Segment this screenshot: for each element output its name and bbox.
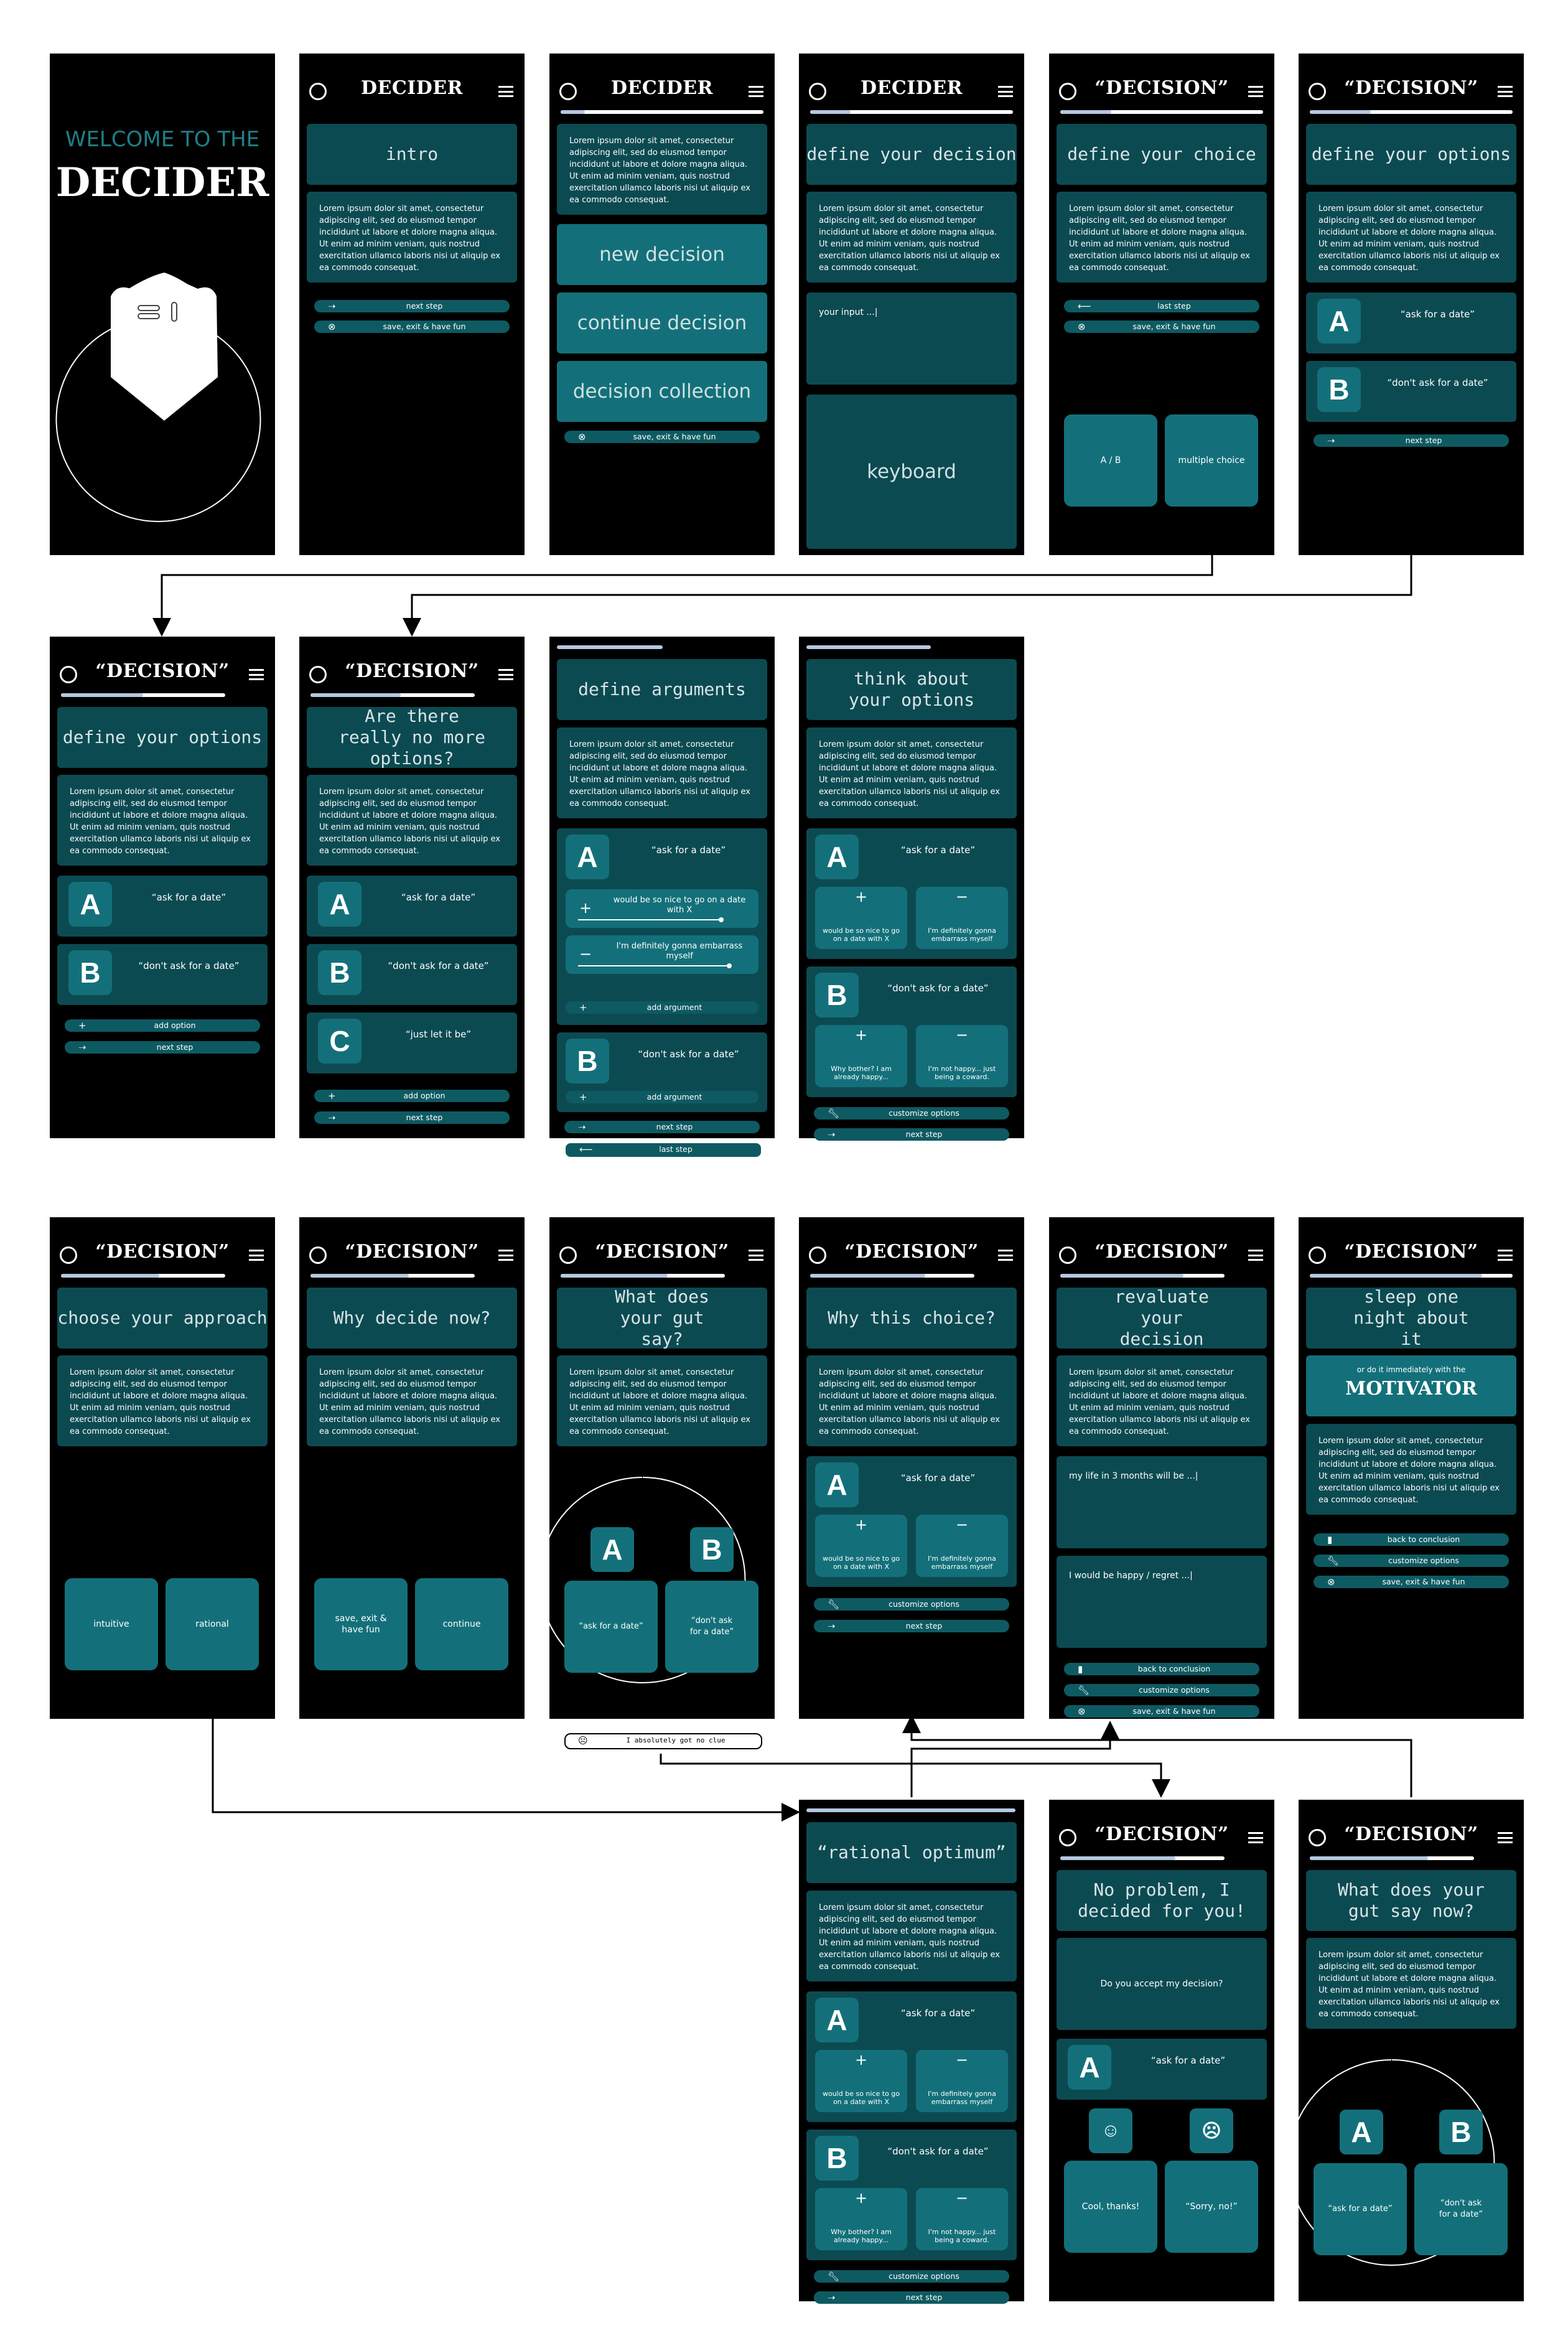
- heading-why-now: Why decide now?: [307, 1288, 517, 1349]
- add-option-button[interactable]: + add option: [65, 1019, 260, 1032]
- screen-define-arguments: [549, 637, 775, 1138]
- decision-title: “DECISION”: [1344, 1823, 1478, 1845]
- profile-circle-icon[interactable]: [1059, 1246, 1076, 1264]
- description: Lorem ipsum dolor sit amet, consectetur adipiscing elit, sed do eiusmod tempor incididunt ut labore et dolore magna aliqua. Ut enim ad minim veniam, quis nostrud exercitation ullamco laboris nisi ut aliquip ex ea commodo consequat.: [1306, 192, 1516, 283]
- screen-gut: [549, 1217, 775, 1719]
- con-argument[interactable]: − I'm definitely gonna embarrass myself: [916, 2050, 1008, 2112]
- pro-argument[interactable]: + Why bother? I am already happy...: [815, 1025, 907, 1087]
- heading-define-options: define your options: [1306, 124, 1516, 185]
- option-a-arguments: A “ask for a date” + would be so nice to go on a date with X − I'm definitely gonna embarrass myself + add argument: [557, 828, 767, 1025]
- header: [1049, 54, 1274, 116]
- plus-icon: +: [579, 899, 592, 917]
- smile-icon: ☺: [1089, 2108, 1132, 2153]
- option-a-arguments: A “ask for a date” + would be so nice to go on a date with X − I'm definitely gonna embarrass myself: [806, 1991, 1017, 2122]
- progress-bar: [1310, 1274, 1513, 1278]
- progress-bar: [61, 693, 225, 697]
- progress-bar: [561, 110, 763, 114]
- multiple-choice-button[interactable]: multiple choice: [1165, 414, 1258, 507]
- description: Lorem ipsum dolor sit amet, consectetur adipiscing elit, sed do eiusmod tempor incididunt ut labore et dolore magna aliqua. Ut enim ad minim veniam, quis nostrud exercitation ullamco laboris nisi ut aliquip ex ea commodo consequat.: [806, 192, 1017, 283]
- minus-icon: −: [955, 888, 969, 905]
- heading-define-arguments: define arguments: [557, 659, 767, 720]
- minus-icon: −: [955, 2051, 969, 2069]
- option-b-arguments: B “don't ask for a date” + Why bother? I am already happy... − I'm not happy... just being a coward.: [806, 2130, 1017, 2260]
- arrow-right-icon: ➝: [78, 1042, 86, 1053]
- motivator-button[interactable]: or do it immediately with the MOTIVATOR: [1306, 1355, 1516, 1416]
- heading-no-problem: No problem, I decided for you!: [1057, 1870, 1267, 1931]
- close-circle-icon: ⊗: [1078, 1706, 1086, 1717]
- menu-icon[interactable]: [998, 1250, 1013, 1261]
- screen-revaluate: [1049, 1217, 1274, 1719]
- no-clue-button[interactable]: ☹ I absolutely got no clue: [564, 1733, 762, 1749]
- description: Lorem ipsum dolor sit amet, consectetur adipiscing elit, sed do eiusmod tempor incididunt ut labore et dolore magna aliqua. Ut enim ad minim veniam, quis nostrud exercitation ullamco laboris nisi ut aliquip ex ea commodo consequat.: [557, 1355, 767, 1446]
- add-argument-button[interactable]: + add argument: [566, 1091, 758, 1103]
- next-step-button[interactable]: ➝ next step: [314, 300, 510, 312]
- description: Lorem ipsum dolor sit amet, consectetur adipiscing elit, sed do eiusmod tempor incididunt ut labore et dolore magna aliqua. Ut enim ad minim veniam, quis nostrud exercitation ullamco laboris nisi ut aliquip ex ea commodo consequat.: [806, 1891, 1017, 1981]
- plus-icon: +: [854, 2051, 868, 2069]
- progress-bar: [1310, 110, 1513, 114]
- arrow-right-icon: ➝: [828, 1129, 836, 1140]
- menu-icon[interactable]: [1248, 86, 1263, 97]
- life-in-3-months-input[interactable]: my life in 3 months will be ...|: [1057, 1456, 1267, 1548]
- screen-sleep: [1299, 1217, 1524, 1719]
- option-a[interactable]: A “ask for a date”: [57, 876, 268, 937]
- profile-circle-icon[interactable]: [60, 666, 77, 683]
- add-option-button[interactable]: + add option: [314, 1090, 510, 1102]
- profile-circle-icon[interactable]: [809, 83, 826, 100]
- description: Lorem ipsum dolor sit amet, consectetur adipiscing elit, sed do eiusmod tempor incididunt ut labore et dolore magna aliqua. Ut enim ad minim veniam, quis nostrud exercitation ullamco laboris nisi ut aliquip ex ea commodo consequat.: [307, 192, 517, 283]
- description: Lorem ipsum dolor sit amet, consectetur adipiscing elit, sed do eiusmod tempor incididunt ut labore et dolore magna aliqua. Ut enim ad minim veniam, quis nostrud exercitation ullamco laboris nisi ut aliquip ex ea commodo consequat.: [307, 775, 517, 866]
- progress-bar: [806, 645, 931, 649]
- close-circle-icon: ⊗: [1327, 1576, 1335, 1588]
- save-exit-button[interactable]: save, exit & have fun: [314, 1578, 408, 1670]
- next-step-button[interactable]: ➝ next step: [814, 1128, 1009, 1141]
- description: Lorem ipsum dolor sit amet, consectetur adipiscing elit, sed do eiusmod tempor incididunt ut labore et dolore magna aliqua. Ut enim ad minim veniam, quis nostrud exercitation ullamco laboris nisi ut aliquip ex ea commodo consequat.: [1306, 1424, 1516, 1515]
- menu-icon[interactable]: [749, 86, 763, 97]
- heading-define-decision: define your decision: [806, 124, 1017, 185]
- menu-icon[interactable]: [1498, 86, 1513, 97]
- decision-collection-button[interactable]: decision collection: [557, 361, 767, 422]
- progress-bar: [1060, 110, 1263, 114]
- minus-icon: −: [955, 2189, 969, 2207]
- description: Lorem ipsum dolor sit amet, consectetur adipiscing elit, sed do eiusmod tempor incididunt ut labore et dolore magna aliqua. Ut enim ad minim veniam, quis nostrud exercitation ullamco laboris nisi ut aliquip ex ea commodo consequat.: [57, 775, 268, 866]
- last-step-button[interactable]: ⟵ last step: [564, 1142, 762, 1158]
- next-step-button[interactable]: ➝ next step: [814, 2291, 1009, 2304]
- con-argument[interactable]: − I'm not happy... just being a coward.: [916, 1025, 1008, 1087]
- progress-bar: [806, 1808, 1015, 1812]
- arrow-optimum-to-revaluate: [912, 1723, 1110, 1797]
- menu-icon[interactable]: [249, 669, 264, 680]
- customize-options-button[interactable]: 🔧︎ customize options: [814, 2270, 1009, 2283]
- wrench-icon: 🔧︎: [828, 1599, 840, 1610]
- option-b-card[interactable]: “don't ask for a date”: [1414, 2163, 1508, 2255]
- con-slider-handle[interactable]: [727, 963, 732, 968]
- option-b-button[interactable]: B: [690, 1527, 734, 1572]
- con-argument-slider[interactable]: − I'm definitely gonna embarrass myself: [566, 935, 758, 974]
- screen-choose-approach: [50, 1217, 275, 1719]
- decision-title: “DECISION”: [1094, 1241, 1229, 1263]
- customize-options-button[interactable]: 🔧︎ customize options: [814, 1107, 1009, 1120]
- option-a-button[interactable]: A: [590, 1527, 634, 1572]
- option-b[interactable]: B “don't ask for a date”: [307, 944, 517, 1005]
- welcome-subtitle: WELCOME TO THE: [65, 127, 260, 152]
- profile-circle-icon[interactable]: [809, 1246, 826, 1264]
- next-step-button[interactable]: ➝ next step: [65, 1041, 260, 1054]
- header: [549, 54, 775, 116]
- option-a-arguments: A “ask for a date” + would be so nice to go on a date with X − I'm definitely gonna embarrass myself: [806, 828, 1017, 959]
- wrench-icon: 🔧︎: [1327, 1555, 1340, 1566]
- screen-rational-optimum: [799, 1800, 1024, 2301]
- heading-gut: What does your gut say?: [557, 1288, 767, 1349]
- arrow-left-icon: ⟵: [1078, 301, 1091, 312]
- progress-bar: [310, 1274, 475, 1278]
- customize-options-button[interactable]: 🔧︎ customize options: [1064, 1684, 1259, 1696]
- heading-rational: “rational optimum”: [806, 1822, 1017, 1883]
- customize-options-button[interactable]: 🔧︎ customize options: [814, 1598, 1009, 1611]
- decision-title: “DECISION”: [1094, 1823, 1229, 1845]
- description: Lorem ipsum dolor sit amet, consectetur adipiscing elit, sed do eiusmod tempor incididunt ut labore et dolore magna aliqua. Ut enim ad minim veniam, quis nostrud exercitation ullamco laboris nisi ut aliquip ex ea commodo consequat.: [806, 1355, 1017, 1446]
- save-exit-button[interactable]: ⊗ save, exit & have fun: [1064, 1705, 1259, 1718]
- header: [1049, 1800, 1274, 1862]
- back-to-conclusion-button[interactable]: ▮ back to conclusion: [1064, 1663, 1259, 1675]
- progress-bar: [557, 645, 663, 649]
- plus-icon: +: [854, 1516, 868, 1533]
- decision-title: “DECISION”: [95, 660, 230, 682]
- progress-bar: [810, 110, 1013, 114]
- profile-circle-icon[interactable]: [1059, 83, 1076, 100]
- option-a[interactable]: A “ask for a date”: [307, 876, 517, 937]
- screen-decided-for-you: [1049, 1800, 1274, 2301]
- frown-icon: ☹: [1190, 2108, 1233, 2153]
- progress-bar: [810, 1274, 974, 1278]
- header: [50, 1217, 275, 1279]
- bar-chart-icon: ▮: [1078, 1663, 1083, 1675]
- option-a[interactable]: A “ask for a date”: [1306, 292, 1516, 353]
- minus-icon: −: [955, 1026, 969, 1044]
- arrow-left-icon: ⟵: [579, 1144, 593, 1155]
- description: Lorem ipsum dolor sit amet, consectetur adipiscing elit, sed do eiusmod tempor incididunt ut labore et dolore magna aliqua. Ut enim ad minim veniam, quis nostrud exercitation ullamco laboris nisi ut aliquip ex ea commodo consequat.: [557, 727, 767, 818]
- wrench-icon: 🔧︎: [828, 2271, 840, 2282]
- profile-circle-icon[interactable]: [1309, 1246, 1326, 1264]
- accept-button[interactable]: Cool, thanks!: [1064, 2161, 1157, 2253]
- pro-argument[interactable]: + would be so nice to go on a date with X: [815, 2050, 907, 2112]
- header: [1049, 1217, 1274, 1279]
- heading-choose-approach: choose your approach: [57, 1288, 268, 1349]
- screen-define-options-2: [50, 637, 275, 1138]
- save-exit-button[interactable]: ⊗ save, exit & have fun: [564, 431, 760, 443]
- plus-icon: +: [854, 2189, 868, 2207]
- option-b[interactable]: B “don't ask for a date”: [57, 944, 268, 1005]
- pro-argument[interactable]: + Why bother? I am already happy...: [815, 2188, 907, 2250]
- accept-question: Do you accept my decision?: [1057, 1938, 1267, 2030]
- save-exit-button[interactable]: ⊗ save, exit & have fun: [1314, 1576, 1509, 1588]
- screen-define-options: [1299, 54, 1524, 555]
- decision-title: “DECISION”: [595, 1241, 729, 1263]
- description: Lorem ipsum dolor sit amet, consectetur adipiscing elit, sed do eiusmod tempor incididunt ut labore et dolore magna aliqua. Ut enim ad minim veniam, quis nostrud exercitation ullamco laboris nisi ut aliquip ex ea commodo consequat.: [1057, 1355, 1267, 1446]
- screen-think-options: [799, 637, 1024, 1138]
- last-step-button[interactable]: ⟵ last step: [1064, 300, 1259, 312]
- option-a-button[interactable]: A: [1340, 2110, 1383, 2154]
- screen-no-more-options: [299, 637, 525, 1138]
- profile-circle-icon[interactable]: [1059, 1829, 1076, 1846]
- pro-argument[interactable]: + would be so nice to go on a date with X: [815, 887, 907, 949]
- app-title: DECIDER: [360, 77, 464, 99]
- intuitive-button[interactable]: intuitive: [65, 1578, 158, 1670]
- app-title: DECIDER: [610, 77, 714, 99]
- description: Lorem ipsum dolor sit amet, consectetur adipiscing elit, sed do eiusmod tempor incididunt ut labore et dolore magna aliqua. Ut enim ad minim veniam, quis nostrud exercitation ullamco laboris nisi ut aliquip ex ea commodo consequat.: [57, 1355, 268, 1446]
- option-a-card[interactable]: “ask for a date”: [564, 1581, 658, 1673]
- continue-decision-button[interactable]: continue decision: [557, 292, 767, 353]
- screen-why-choice: [799, 1217, 1024, 1719]
- minus-icon: −: [955, 1516, 969, 1533]
- header: [299, 637, 525, 699]
- header: [799, 1217, 1024, 1279]
- plus-icon: +: [854, 1026, 868, 1044]
- option-b-card[interactable]: “don't ask for a date”: [665, 1581, 758, 1673]
- keyboard[interactable]: keyboard: [806, 395, 1017, 549]
- decision-title: “DECISION”: [95, 1241, 230, 1263]
- heading-revaluate: revaluate your decision: [1057, 1288, 1267, 1349]
- wrench-icon: 🔧︎: [1078, 1685, 1090, 1696]
- wrench-icon: 🔧︎: [828, 1108, 840, 1119]
- menu-icon[interactable]: [498, 86, 513, 97]
- con-argument[interactable]: − I'm not happy... just being a coward.: [916, 2188, 1008, 2250]
- next-step-button[interactable]: ➝ next step: [1314, 434, 1509, 447]
- lock-icon[interactable]: [50, 54, 275, 555]
- arrow-right-icon: ➝: [328, 301, 336, 312]
- arrow-right-icon: ➝: [828, 1620, 836, 1632]
- menu-icon[interactable]: [1248, 1832, 1263, 1843]
- pro-argument-slider[interactable]: + would be so nice to go on a date with X: [566, 889, 758, 928]
- progress-bar: [61, 1274, 225, 1278]
- decision-title: “DECISION”: [1344, 77, 1478, 99]
- option-c[interactable]: C “just let it be”: [307, 1012, 517, 1073]
- con-argument[interactable]: − I'm definitely gonna embarrass myself: [916, 1515, 1008, 1577]
- next-step-button[interactable]: ➝ next step: [314, 1111, 510, 1124]
- heading-gut-now: What does your gut say now?: [1306, 1870, 1516, 1931]
- menu-icon[interactable]: [998, 86, 1013, 97]
- arrow-rational-to-optimum: [213, 1713, 798, 1812]
- description: Lorem ipsum dolor sit amet, consectetur adipiscing elit, sed do eiusmod tempor incididunt ut labore et dolore magna aliqua. Ut enim ad minim veniam, quis nostrud exercitation ullamco laboris nisi ut aliquip ex ea commodo consequat.: [806, 727, 1017, 818]
- new-decision-button[interactable]: new decision: [557, 224, 767, 285]
- decision-title: “DECISION”: [345, 1241, 479, 1263]
- menu-icon[interactable]: [1498, 1250, 1513, 1261]
- heading-define-choice: define your choice: [1057, 124, 1267, 185]
- screen-define-decision: [799, 54, 1024, 555]
- plus-icon: +: [78, 1020, 86, 1031]
- plus-icon: +: [579, 1092, 587, 1103]
- screen-gut-now: [1299, 1800, 1524, 2301]
- con-argument[interactable]: − I'm definitely gonna embarrass myself: [916, 887, 1008, 949]
- profile-circle-icon[interactable]: [60, 1246, 77, 1264]
- continue-button[interactable]: continue: [415, 1578, 508, 1670]
- ab-choice-button[interactable]: A / B: [1064, 414, 1157, 507]
- header: [299, 54, 525, 116]
- arrow-right-icon: ➝: [1327, 435, 1335, 446]
- option-a[interactable]: A “ask for a date”: [1057, 2039, 1267, 2100]
- header: [1299, 54, 1524, 116]
- customize-options-button[interactable]: 🔧︎ customize options: [1314, 1555, 1509, 1567]
- profile-circle-icon[interactable]: [1309, 83, 1326, 100]
- profile-circle-icon[interactable]: [309, 1246, 327, 1264]
- decision-title: “DECISION”: [1344, 1241, 1478, 1263]
- decision-title: “DECISION”: [1094, 77, 1229, 99]
- decision-title: “DECISION”: [844, 1241, 979, 1263]
- header: [299, 1217, 525, 1279]
- option-b-arguments: B “don't ask for a date” + Why bother? I am already happy... − I'm not happy... just being a coward.: [806, 966, 1017, 1097]
- welcome-title: DECIDER: [55, 159, 269, 206]
- option-a-arguments: A “ask for a date” + would be so nice to go on a date with X − I'm definitely gonna embarrass myself: [806, 1456, 1017, 1587]
- option-b-arguments: B “don't ask for a date” + add argument: [557, 1032, 767, 1112]
- frown-icon: ☹: [578, 1735, 588, 1746]
- happy-regret-input[interactable]: I would be happy / regret ...|: [1057, 1556, 1267, 1648]
- description: Lorem ipsum dolor sit amet, consectetur adipiscing elit, sed do eiusmod tempor incididunt ut labore et dolore magna aliqua. Ut enim ad minim veniam, quis nostrud exercitation ullamco laboris nisi ut aliquip ex ea commodo consequat.: [1306, 1938, 1516, 2029]
- header: [799, 54, 1024, 116]
- arrow-options-to-more-options: [412, 554, 1411, 635]
- back-to-conclusion-button[interactable]: ▮ back to conclusion: [1314, 1533, 1509, 1546]
- heading-intro: intro: [307, 124, 517, 185]
- menu-icon[interactable]: [498, 1250, 513, 1261]
- plus-icon: +: [328, 1090, 336, 1101]
- progress-bar: [1060, 1856, 1225, 1860]
- profile-circle-icon[interactable]: [309, 83, 327, 100]
- reject-button[interactable]: “Sorry, no!”: [1165, 2161, 1258, 2253]
- screen-welcome: [50, 54, 275, 555]
- heading-why-choice: Why this choice?: [806, 1288, 1017, 1349]
- arrow-right-icon: ➝: [328, 1112, 336, 1123]
- header: [1299, 1217, 1524, 1279]
- minus-icon: −: [579, 945, 592, 963]
- screen-intro: [299, 54, 525, 555]
- description: Lorem ipsum dolor sit amet, consectetur adipiscing elit, sed do eiusmod tempor incididunt ut labore et dolore magna aliqua. Ut enim ad minim veniam, quis nostrud exercitation ullamco laboris nisi ut aliquip ex ea commodo consequat.: [307, 1355, 517, 1446]
- pro-argument[interactable]: + would be so nice to go on a date with X: [815, 1515, 907, 1577]
- progress-bar: [310, 693, 475, 697]
- bar-chart-icon: ▮: [1327, 1534, 1333, 1545]
- option-b[interactable]: B “don't ask for a date”: [1306, 361, 1516, 422]
- screen-define-choice: [1049, 54, 1274, 555]
- save-exit-button[interactable]: ⊗ save, exit & have fun: [314, 320, 510, 333]
- profile-circle-icon[interactable]: [559, 83, 577, 100]
- pro-slider-handle[interactable]: [719, 917, 724, 922]
- heading-define-options: define your options: [57, 707, 268, 768]
- profile-circle-icon[interactable]: [309, 666, 327, 683]
- menu-icon[interactable]: [498, 669, 513, 680]
- menu-icon[interactable]: [1248, 1250, 1263, 1261]
- heading-no-more-options: Are there really no more options?: [307, 707, 517, 768]
- plus-icon: +: [579, 1002, 587, 1013]
- close-circle-icon: ⊗: [578, 431, 586, 442]
- menu-icon[interactable]: [249, 1250, 264, 1261]
- screen-start-menu: [549, 54, 775, 555]
- close-circle-icon: ⊗: [328, 321, 336, 332]
- option-a-card[interactable]: “ask for a date”: [1314, 2163, 1407, 2255]
- description: Lorem ipsum dolor sit amet, consectetur adipiscing elit, sed do eiusmod tempor incididunt ut labore et dolore magna aliqua. Ut enim ad minim veniam, quis nostrud exercitation ullamco laboris nisi ut aliquip ex ea commodo consequat.: [1057, 192, 1267, 283]
- next-step-button[interactable]: ➝ next step: [814, 1620, 1009, 1632]
- description: Lorem ipsum dolor sit amet, consectetur adipiscing elit, sed do eiusmod tempor incididunt ut labore et dolore magna aliqua. Ut enim ad minim veniam, quis nostrud exercitation ullamco laboris nisi ut aliquip ex ea commodo consequat.: [557, 124, 767, 215]
- header: [50, 637, 275, 699]
- save-exit-button[interactable]: ⊗ save, exit & have fun: [1064, 320, 1259, 333]
- screen-why-now: [299, 1217, 525, 1719]
- plus-icon: +: [854, 888, 868, 905]
- close-circle-icon: ⊗: [1078, 321, 1086, 332]
- heading-think-options: think about your options: [806, 659, 1017, 720]
- arrow-right-icon: ➝: [828, 2292, 836, 2303]
- next-step-button[interactable]: ➝ next step: [564, 1121, 760, 1133]
- heading-sleep: sleep one night about it: [1306, 1288, 1516, 1349]
- rational-button[interactable]: rational: [166, 1578, 259, 1670]
- add-argument-button[interactable]: + add argument: [566, 1001, 758, 1014]
- progress-bar: [1060, 1274, 1225, 1278]
- option-b-button[interactable]: B: [1439, 2110, 1483, 2154]
- decision-title: “DECISION”: [345, 660, 479, 682]
- arrow-right-icon: ➝: [578, 1121, 586, 1133]
- decision-input[interactable]: your input ...|: [806, 292, 1017, 385]
- app-title: DECIDER: [860, 77, 963, 99]
